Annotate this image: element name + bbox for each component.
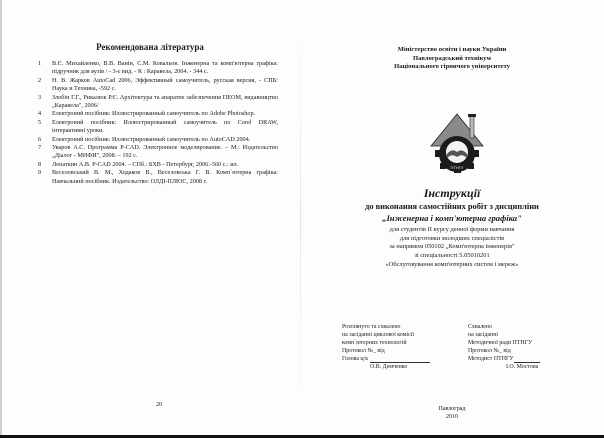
signature-line bbox=[514, 356, 540, 363]
page-number: 20 bbox=[156, 402, 162, 408]
signature-line bbox=[370, 356, 430, 363]
reference-item: 9 Веселовський В. М., Ходаков В., Веселовська Г. В. Комп`ютерна графіка: Навчальний посібник. Издательство: ОЛДІ-ПЛЮС, 2008 г. bbox=[38, 169, 278, 185]
head-signature-line: Голова ц/к bbox=[342, 355, 430, 363]
reference-item: 2 Н. В. Жарков AutoCad 2006, Эффективный самоучитель, русская версия, - СПБ: Наука и Техника, -592 с. bbox=[38, 76, 278, 93]
ministry-header: Міністерство освіти і науки України Павлоградський технікум Національного гірничого університету bbox=[394, 46, 510, 71]
reference-item: 4 Електроний посібник: Иллюстрированный самоучитель по Adobe Photoshop. bbox=[38, 110, 256, 118]
references-list bbox=[38, 60, 278, 186]
signer-name: О.В. Демченко bbox=[370, 364, 408, 370]
reference-item: 6 Електроний посібник: Иллюстрированный самоучитель по AutoCAD 2004. bbox=[38, 135, 251, 143]
signer-name: І.О. Мостова bbox=[506, 364, 539, 370]
approval-block-commission: Розглянуто та схвалено на засіданні циклової комісії комп`ютерних технологій Протокол №_ від Голова ц/к О.В. Демченко bbox=[342, 323, 430, 371]
course-name: „Інженерна і комп'ютерна графіка" bbox=[382, 213, 522, 223]
document-details: для студентів II курсу денної форми навчання для підготовки молодших спеціалістів за напрямом 050102 „Комп'ютерна інженерія" зі спеціальності 5.05010201 «Обслуговування комп'ютерних систем і мереж» bbox=[385, 226, 519, 268]
document-subtitle: до виконання самостійних робіт з дисципліни bbox=[365, 202, 539, 211]
references-heading: Рекомендована література bbox=[96, 42, 204, 52]
reference-item: 5 Електроний посібник: Иллюстрированный самоучитель по Corel DRAW, інтерактивні уроки. bbox=[38, 118, 278, 135]
emblem-tower-top bbox=[468, 114, 476, 117]
methodist-signature-line: Методист ПТНГУ bbox=[468, 355, 540, 363]
reference-item: 8 Лопаткин А.В. P-CAD 2004. – СПб.: БХВ - Петербург, 2006.-560 с.: ил. bbox=[38, 160, 239, 168]
approval-block-methodical-council: Схвалено на засіданні Методичної ради ПТНГУ Протокол №_ від Методист ПТНГУ І.О. Мостова bbox=[468, 324, 539, 370]
emblem-tower bbox=[470, 116, 474, 138]
reference-item: 1 В.Є. Михайленко, В.В. Ванін, С.М. Ковальов. Інженерна та комп'ютерна графіка: підручник для вузів / - 3-є вид. - К : Каравела, 2004. - 344 с. bbox=[38, 60, 278, 76]
document-title: Інструкції bbox=[423, 186, 481, 200]
reference-item: 3 Злобін Г.Г., Рикалюк Р.Є. Архітектура та апаратне забезпечення ПЕОМ, видавництво „Каравела", 2006/ bbox=[38, 93, 278, 110]
publication-place: Павлоград 2010 bbox=[438, 406, 466, 420]
reference-item: 7 Уваров А.С. Программа P-CAD. Электронное моделирование. – М.: Издательство „Діалог - МИФИ", 2008. – 192 с. bbox=[38, 144, 278, 160]
emblem-letters: ПТНГУ bbox=[450, 165, 464, 170]
university-emblem-icon bbox=[427, 112, 487, 174]
